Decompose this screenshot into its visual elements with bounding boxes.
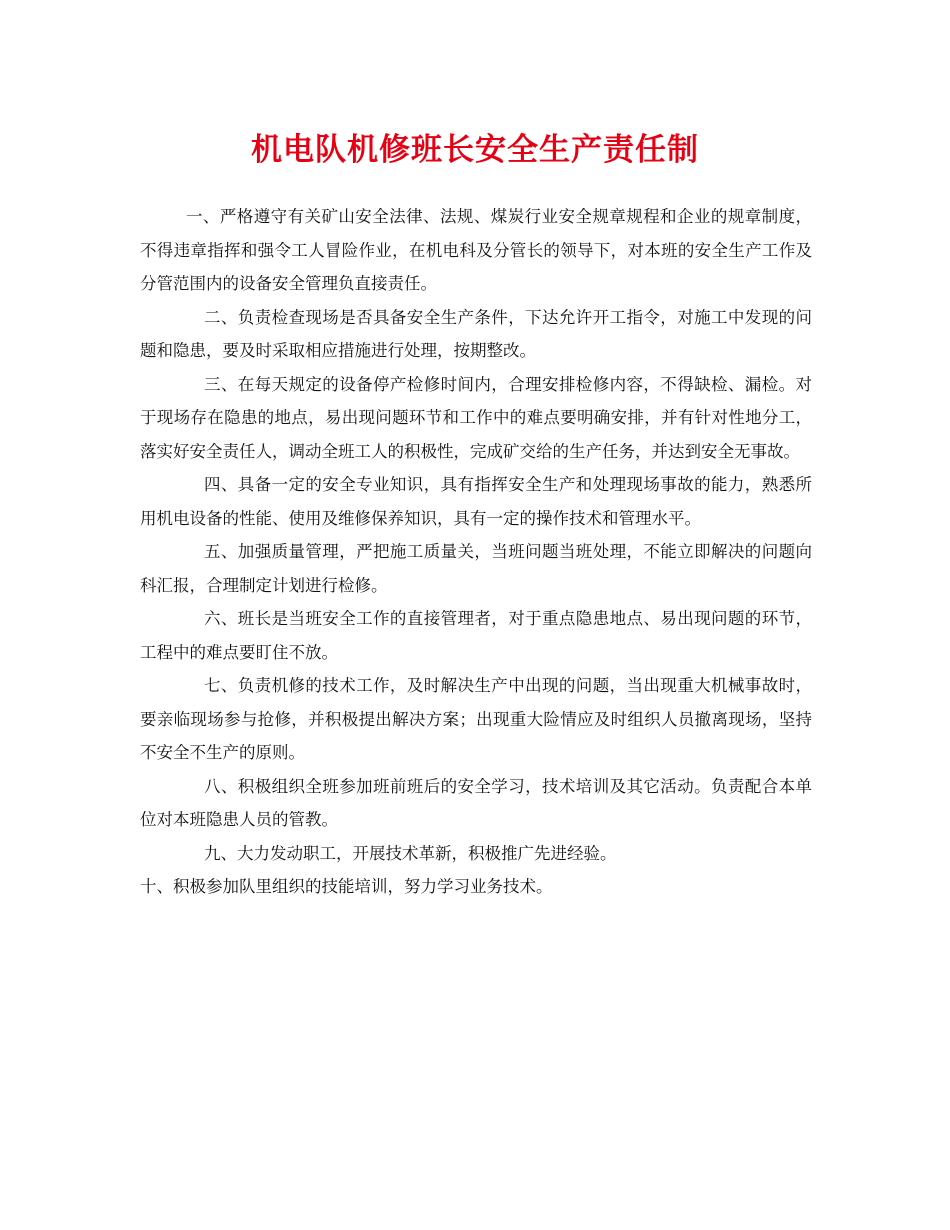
paragraph-9: 九、大力发动职工，开展技术革新，积极推广先进经验。: [204, 843, 617, 863]
paragraph-2: 二、负责检查现场是否具备安全生产条件，下达允许开工指令，对施工中发现的问题和隐患，要及时采取相应措施进行处理，按期整改。: [140, 307, 812, 360]
paragraph-1: 一、严格遵守有关矿山安全法律、法规、煤炭行业安全规章规程和企业的规章制度，不得违章指挥和强令工人冒险作业，在机电科及分管长的领导下，对本班的安全生产工作及分管范围内的设备安全管理负直接责任。: [140, 207, 812, 293]
paragraph-3: 三、在每天规定的设备停产检修时间内，合理安排检修内容，不得缺检、漏检。对于现场存在隐患的地点，易出现问题环节和工作中的难点要明确安排，并有针对性地分工，落实好安全责任人，调动全班工人的积极性，完成矿交给的生产任务，并达到安全无事故。: [140, 374, 812, 461]
document-body: [140, 200, 812, 904]
paragraph-5: 五、加强质量管理，严把施工质量关，当班问题当班处理，不能立即解决的问题向科汇报，合理制定计划进行检修。: [140, 542, 812, 595]
paragraph-6: 六、班长是当班安全工作的直接管理者，对于重点隐患地点、易出现问题的环节，工程中的难点要盯住不放。: [140, 609, 812, 662]
paragraph-10: 十、积极参加队里组织的技能培训，努力学习业务技术。: [140, 877, 553, 896]
paragraph-8: 八、积极组织全班参加班前班后的安全学习，技术培训及其它活动。负责配合本单位对本班隐患人员的管教。: [140, 776, 812, 829]
document-title: 机电队机修班长安全生产责任制: [251, 132, 699, 168]
paragraph-4: 四、具备一定的安全专业知识，具有指挥安全生产和处理现场事故的能力，熟悉所用机电设备的性能、使用及维修保养知识，具有一定的操作技术和管理水平。: [140, 475, 812, 528]
paragraph-7: 七、负责机修的技术工作，及时解决生产中出现的问题，当出现重大机械事故时，要亲临现场参与抢修，并积极提出解决方案；出现重大险情应及时组织人员撤离现场，坚持不安全不生产的原则。: [140, 676, 812, 762]
